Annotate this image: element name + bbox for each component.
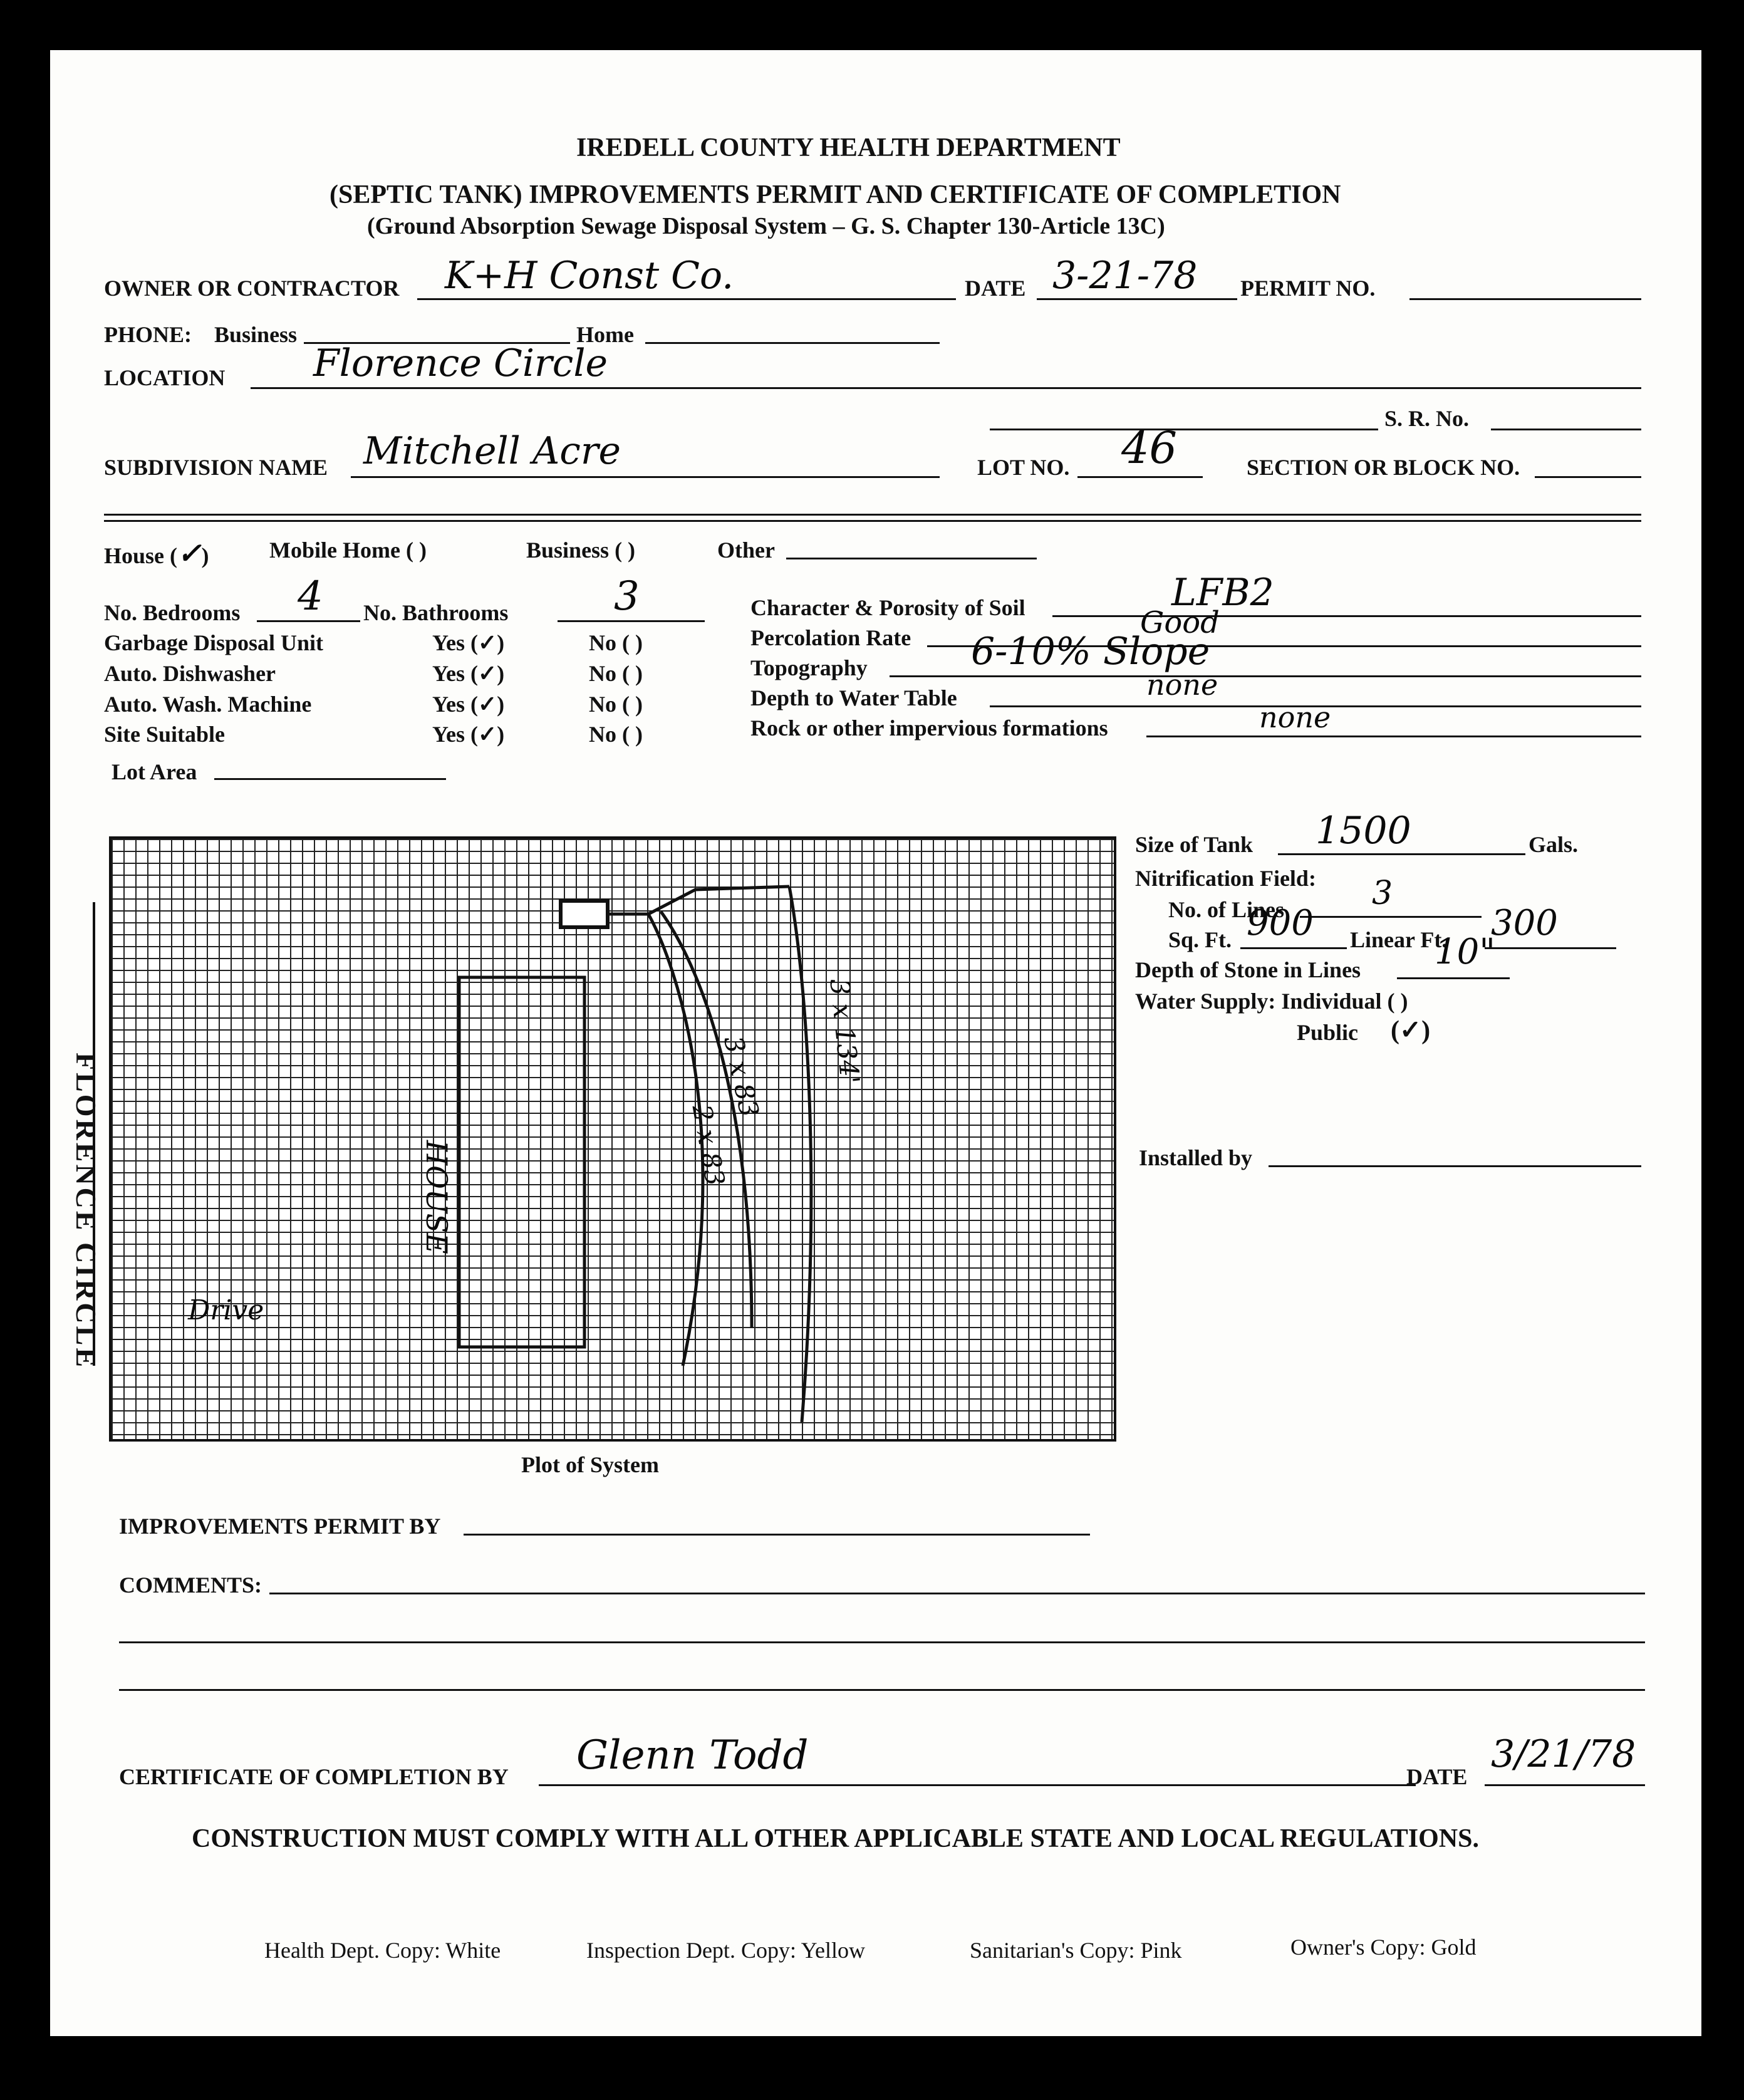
stone-depth-label: Depth of Stone in Lines (1135, 957, 1361, 982)
improvements-permit-line[interactable] (464, 1534, 1090, 1536)
field-line-3 (789, 886, 811, 1422)
garbage-disposal-yes[interactable]: Yes (✓) (432, 630, 505, 655)
date-value[interactable]: 3-21-78 (1052, 254, 1198, 298)
certificate-date-label: DATE (1406, 1764, 1468, 1789)
site-suitable-yes[interactable]: Yes (✓) (432, 722, 505, 747)
type-mobile-home[interactable]: Mobile Home ( ) (269, 538, 427, 563)
water-table-label: Depth to Water Table (750, 685, 957, 710)
subdivision-label: SUBDIVISION NAME (104, 455, 328, 480)
dishwasher-label: Auto. Dishwasher (104, 661, 276, 686)
water-supply-public-mark[interactable]: (✓) (1391, 1016, 1431, 1045)
location-label: LOCATION (104, 365, 226, 390)
certificate-line (539, 1784, 1416, 1786)
site-suitable-no[interactable]: No ( ) (589, 722, 643, 747)
soil-character-value[interactable]: LFB2 (1171, 571, 1274, 615)
permit-label: PERMIT NO. (1240, 276, 1376, 301)
permit-form (50, 50, 1701, 2036)
comments-label: COMMENTS: (119, 1572, 262, 1598)
house-label: HOUSE (420, 1140, 454, 1254)
nitrification-label: Nitrification Field: (1135, 866, 1316, 891)
distribution-line (648, 886, 789, 914)
copy-owner: Owner's Copy: Gold (1290, 1935, 1477, 1960)
copy-sanitarian: Sanitarian's Copy: Pink (970, 1938, 1182, 1963)
linear-ft-label: Linear Ft. (1350, 927, 1448, 952)
type-house[interactable]: House (✓) (104, 536, 209, 570)
site-suitable-label: Site Suitable (104, 722, 226, 747)
perc-rate-label: Percolation Rate (750, 625, 911, 650)
owner-value[interactable]: K+H Const Co. (445, 254, 734, 298)
type-other-label: Other (717, 538, 775, 563)
field-line-3-label: 3 x 134' (824, 977, 866, 1086)
copy-health-dept: Health Dept. Copy: White (264, 1938, 501, 1963)
field-line-1-label: 3 x 83 (717, 1033, 766, 1120)
dishwasher-yes[interactable]: Yes (✓) (432, 661, 505, 686)
certificate-date-value[interactable]: 3/21/78 (1491, 1732, 1636, 1776)
rock-value[interactable]: none (1259, 700, 1331, 734)
subdivision-value[interactable]: Mitchell Acre (363, 429, 621, 473)
bedrooms-label: No. Bedrooms (104, 600, 241, 625)
phone-label: PHONE: (104, 322, 192, 347)
sqft-value[interactable]: 900 (1247, 903, 1314, 943)
installed-by-label: Installed by (1139, 1145, 1253, 1170)
wash-machine-yes[interactable]: Yes (✓) (432, 692, 505, 717)
plot-caption: Plot of System (521, 1452, 659, 1477)
drive-label: Drive (188, 1294, 264, 1326)
lines-value[interactable]: 3 (1372, 875, 1393, 912)
copy-inspection-dept: Inspection Dept. Copy: Yellow (586, 1938, 865, 1963)
perc-rate-value[interactable]: Good (1140, 605, 1220, 640)
lot-area-label: Lot Area (112, 759, 197, 784)
bathrooms-label: No. Bathrooms (363, 600, 509, 625)
type-business[interactable]: Business ( ) (526, 538, 636, 563)
comments-line-3[interactable] (119, 1689, 1645, 1691)
soil-character-label: Character & Porosity of Soil (750, 595, 1025, 620)
comments-line-2[interactable] (119, 1641, 1645, 1643)
field-line-2-label: 2 x 83 (686, 1102, 731, 1188)
form-title: (SEPTIC TANK) IMPROVEMENTS PERMIT AND CERTIFICATE OF COMPLETION (330, 180, 1341, 209)
linear-ft-value[interactable]: 300 (1491, 903, 1558, 943)
certificate-date-line (1485, 1784, 1645, 1786)
tank-gals-label: Gals. (1529, 832, 1579, 857)
water-supply-public-label: Public (1297, 1020, 1359, 1045)
house-outline (459, 977, 584, 1347)
phone-home-label: Home (576, 322, 634, 347)
phone-business-label: Business (214, 322, 298, 347)
garbage-disposal-label: Garbage Disposal Unit (104, 630, 324, 655)
bedrooms-value[interactable]: 4 (298, 573, 323, 620)
tank-size-value[interactable]: 1500 (1316, 809, 1411, 853)
date-label: DATE (965, 276, 1026, 301)
lines-label: No. of Lines (1168, 897, 1285, 922)
rock-label: Rock or other impervious formations (750, 715, 1108, 741)
certificate-label: CERTIFICATE OF COMPLETION BY (119, 1764, 509, 1789)
owner-label: OWNER OR CONTRACTOR (104, 276, 400, 301)
section-label: SECTION OR BLOCK NO. (1247, 455, 1520, 480)
comments-line-1[interactable] (269, 1593, 1645, 1594)
wash-machine-label: Auto. Wash. Machine (104, 692, 312, 717)
septic-tank-box (561, 901, 608, 927)
location-value[interactable]: Florence Circle (313, 341, 608, 385)
lot-label: LOT NO. (977, 455, 1070, 480)
topography-label: Topography (750, 655, 868, 680)
bathrooms-value[interactable]: 3 (614, 573, 640, 620)
tank-size-label: Size of Tank (1135, 832, 1254, 857)
form-subtitle: (Ground Absorption Sewage Disposal System – G. S. Chapter 130-Article 13C) (367, 213, 1165, 239)
water-supply-individual[interactable]: Water Supply: Individual ( ) (1135, 989, 1408, 1014)
garbage-disposal-no[interactable]: No ( ) (589, 630, 643, 655)
stone-depth-value[interactable]: 10" (1435, 932, 1496, 972)
lot-value[interactable]: 46 (1121, 422, 1178, 474)
dishwasher-no[interactable]: No ( ) (589, 661, 643, 686)
department-title: IREDELL COUNTY HEALTH DEPARTMENT (576, 133, 1121, 162)
wash-machine-no[interactable]: No ( ) (589, 692, 643, 717)
topography-value[interactable]: 6-10% Slope (971, 630, 1210, 673)
street-label: FLORENCE CIRCLE (70, 1053, 102, 1370)
compliance-notice: CONSTRUCTION MUST COMPLY WITH ALL OTHER APPLICABLE STATE AND LOCAL REGULATIONS. (192, 1824, 1479, 1853)
improvements-permit-label: IMPROVEMENTS PERMIT BY (119, 1514, 441, 1539)
inspector-signature[interactable]: Glenn Todd (576, 1732, 809, 1779)
sqft-label: Sq. Ft. (1168, 927, 1232, 952)
plot-drawing (50, 50, 1701, 2036)
srno-label: S. R. No. (1384, 406, 1470, 431)
water-table-value[interactable]: none (1146, 668, 1218, 702)
